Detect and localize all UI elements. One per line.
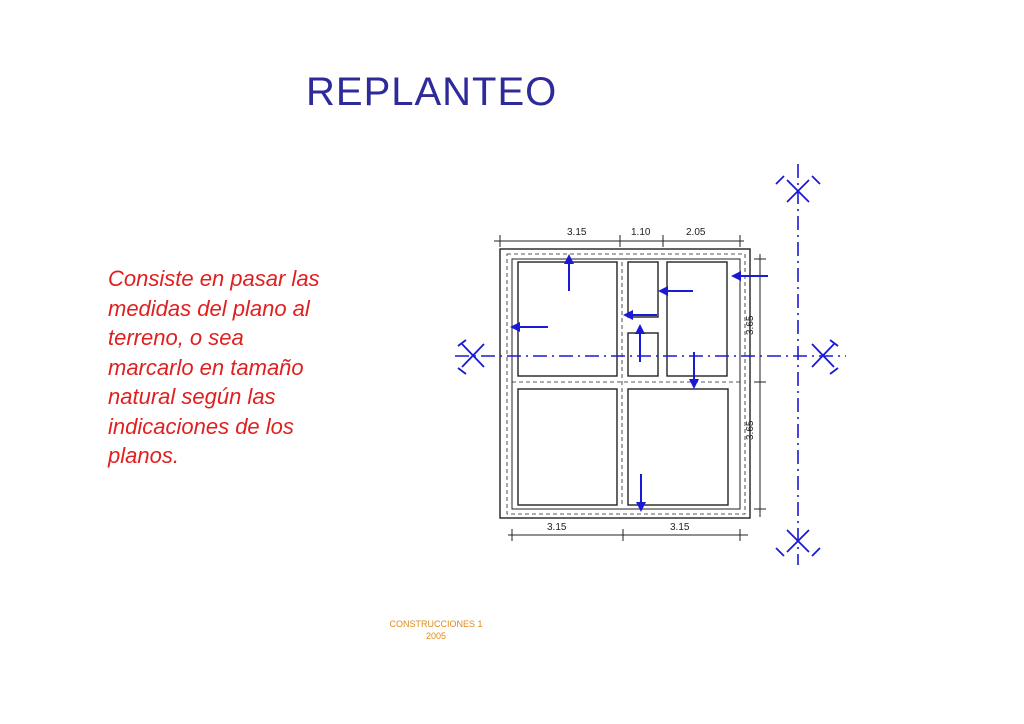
body-line: marcarlo en tamaño (108, 354, 304, 380)
room-bottom-right (628, 389, 728, 505)
room-top-center (628, 262, 658, 317)
body-line: planos. (108, 443, 179, 468)
stake-marker-left (458, 340, 484, 374)
footer-line: 2005 (425, 631, 447, 641)
measurement-arrows (512, 256, 768, 510)
top-dim-label: 2.05 (686, 227, 706, 238)
body-line: medidas del plano al (108, 295, 310, 321)
outer-wall-interior (512, 259, 740, 509)
room-top-left (518, 262, 617, 376)
body-line: indicaciones de los (108, 413, 294, 439)
right-dim-label: 3.65 (745, 315, 756, 335)
room-center-small (628, 333, 658, 376)
room-bottom-left (518, 389, 617, 505)
stake-marker-right (812, 340, 838, 374)
footer-credit (380, 618, 492, 642)
right-dimension-line (754, 254, 766, 517)
body-line: Consiste en pasar las (108, 266, 320, 291)
bottom-dim-label: 3.15 (547, 522, 567, 533)
bottom-dimension-line (508, 529, 748, 541)
top-dim-label: 3.15 (567, 227, 587, 238)
body-line: terreno, o sea (108, 325, 244, 350)
bottom-dim-label: 3.15 (670, 522, 690, 533)
top-dimension-line (494, 235, 744, 247)
footer-line: CONSTRUCCIONES 1 (389, 619, 483, 629)
room-top-right (667, 262, 727, 376)
outer-wall-exterior (500, 249, 750, 518)
foundation-dashed (507, 254, 745, 514)
slide-title: REPLANTEO (306, 70, 558, 114)
body-line: natural según las (108, 384, 276, 409)
plan-walls (500, 249, 750, 518)
right-dim-label: 3.65 (745, 420, 756, 440)
top-dim-label: 1.10 (631, 227, 651, 238)
